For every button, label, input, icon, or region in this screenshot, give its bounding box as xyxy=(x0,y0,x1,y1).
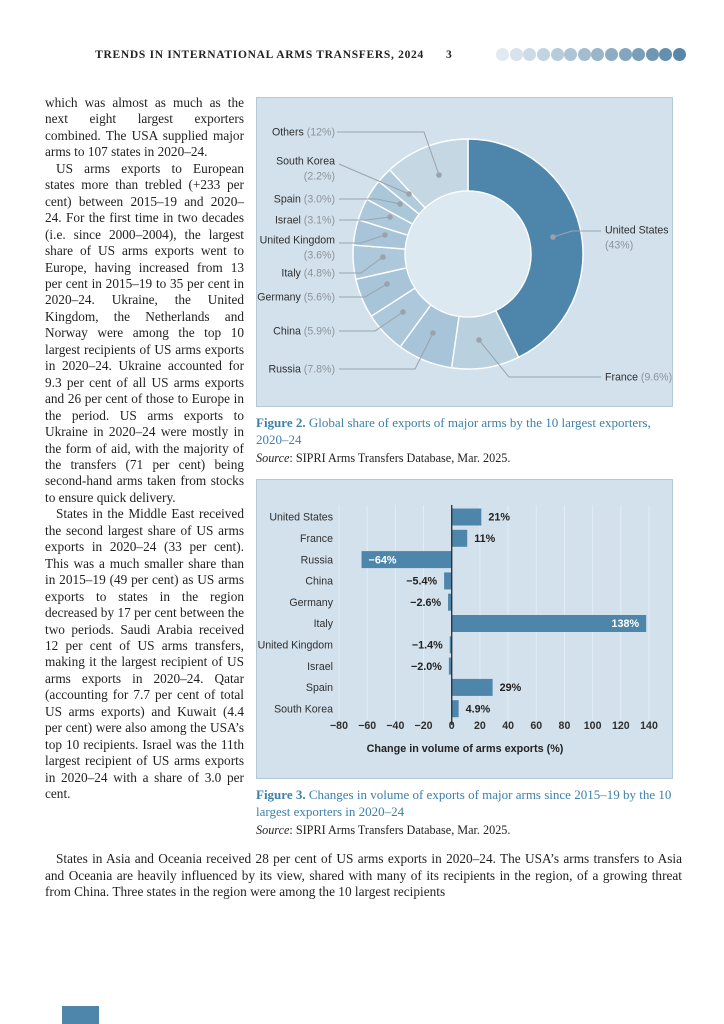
bar-spain xyxy=(452,679,493,696)
bar-value-label: −2.0% xyxy=(410,660,442,673)
x-axis-tick-label: −80 xyxy=(330,720,348,732)
x-axis-tick-label: 40 xyxy=(502,720,514,732)
header-dot xyxy=(510,48,523,61)
bar-category-label: Russia xyxy=(300,554,333,567)
bar-south-korea xyxy=(452,700,459,717)
donut-label-germany: Germany (5.6%) xyxy=(257,291,335,304)
x-axis-tick-label: 20 xyxy=(474,720,486,732)
figures-column xyxy=(256,97,673,838)
figure2-caption-text: Global share of exports of major arms by the 10 largest exporters, 2020–24 xyxy=(256,415,651,447)
header-dot xyxy=(646,48,659,61)
bar-value-label: 138% xyxy=(611,618,640,631)
donut-leader-dot xyxy=(380,254,386,260)
donut-leader-dot xyxy=(476,337,482,343)
x-axis-title: Change in volume of arms exports (%) xyxy=(366,743,564,755)
donut-label-others: Others (12%) xyxy=(271,126,335,139)
bar-value-label: 11% xyxy=(474,533,496,545)
donut-leader-dot xyxy=(397,201,403,207)
donut-leader-dot xyxy=(400,309,406,315)
bar-value-label: 29% xyxy=(499,682,522,695)
x-axis-tick-label: 140 xyxy=(640,720,658,732)
bar-category-label: China xyxy=(305,575,333,588)
bar-chart xyxy=(257,480,674,778)
header-dot xyxy=(496,48,509,61)
header-page-number: 3 xyxy=(445,48,452,61)
x-axis-tick-label: 120 xyxy=(611,720,630,732)
donut-leader-dot xyxy=(384,281,390,287)
figure3-caption-text: Changes in volume of exports of major arms since 2015–19 by the 10 largest exporters in 2020–24 xyxy=(256,787,672,819)
bar-category-label: Israel xyxy=(307,660,333,673)
donut-hole xyxy=(406,192,531,317)
donut-label-france: France (9.6%) xyxy=(605,371,673,384)
bar-category-label: France xyxy=(300,533,333,545)
bar-category-label: Spain xyxy=(305,682,333,695)
figure2-caption-label: Figure 2. xyxy=(256,415,306,430)
donut-label-china: China (5.9%) xyxy=(273,325,335,338)
donut-label-spain: Spain (3.0%) xyxy=(273,193,335,206)
header-dot xyxy=(659,48,672,61)
donut-chart xyxy=(257,98,674,406)
header-dot xyxy=(632,48,645,61)
x-axis-tick-label: 60 xyxy=(530,720,543,732)
bar-value-label: 21% xyxy=(488,511,510,524)
x-axis-tick-label: −20 xyxy=(414,720,433,732)
bar-china xyxy=(444,572,452,589)
donut-label-south-korea: South Korea (2.2%) xyxy=(276,155,335,183)
figure3-bar-chart-panel xyxy=(256,479,673,779)
bar-category-label: Italy xyxy=(313,618,333,631)
bar-value-label: −2.6% xyxy=(410,596,442,609)
bar-united-states xyxy=(452,509,482,526)
figure2-source-label: Source xyxy=(256,451,290,465)
donut-leader-dot xyxy=(406,191,412,197)
bar-value-label: −1.4% xyxy=(411,639,443,652)
footer-accent-bar xyxy=(62,1006,99,1024)
header-dot xyxy=(564,48,577,61)
body-paragraph: US arms exports to European states more than trebled (+233 per cent) between 2015–19 and 2020–24. For the first time in two decades (i.e. since 2000–2004), the largest share of US arms exports went to Europe, having increased from 13 per cent in 2015–19 to 35 per cent in 2020–24. Ukraine, the United Kingdom, the Netherlands and Norway were among the top 10 largest recipients of US arms exports in 2020–24. Ukraine accounted for 9.3 per cent of all US arms exports and 26 per cent of those to Europe in the period. US arms exports to Ukraine in 2020–24 were mostly in the form of aid, with the majority of the transfers (71 per cent) being second-hand arms taken from stocks to ensure quick delivery. xyxy=(45,160,244,505)
page-header xyxy=(45,48,686,61)
bar-value-label: 4.9% xyxy=(465,703,491,716)
figure3-caption-label: Figure 3. xyxy=(256,787,306,802)
donut-label-italy: Italy (4.8%) xyxy=(281,267,335,280)
header-dot xyxy=(591,48,604,61)
donut-leader-dot xyxy=(387,214,393,220)
bottom-paragraph: States in Asia and Oceania received 28 per cent of US arms exports in 2020–24. The USA’s arms transfers to Asia and Oceania are heavily influenced by its view, shared with many of its recipients in the region, of a growing threat from China. Three states in the region were among the 10 largest recipients xyxy=(45,851,682,900)
donut-leader-dot xyxy=(550,234,556,240)
figure3-source xyxy=(256,823,673,838)
body-text-column xyxy=(45,95,244,802)
header-dot xyxy=(619,48,632,61)
bar-category-label: United States xyxy=(269,511,333,524)
header-dot xyxy=(578,48,591,61)
donut-leader-dot xyxy=(382,232,388,238)
bar-france xyxy=(452,530,468,547)
header-dot xyxy=(551,48,564,61)
donut-leader-dot xyxy=(436,172,442,178)
bar-category-label: Germany xyxy=(289,596,333,609)
donut-label-russia: Russia (7.8%) xyxy=(268,363,335,376)
header-dot xyxy=(673,48,686,61)
x-axis-tick-label: −60 xyxy=(358,720,377,732)
donut-label-israel: Israel (3.1%) xyxy=(274,214,335,227)
figure2-source-text: : SIPRI Arms Transfers Database, Mar. 2025. xyxy=(289,451,511,465)
body-paragraph: which was almost as much as the next eight largest exporters combined. The USA supplied major arms to 107 states in 2020–24. xyxy=(45,95,244,160)
body-paragraph: States in the Middle East received the second largest share of US arms exports in 2020–24 (33 per cent). This was a much smaller share than in 2015–19 (49 per cent) as US arms exports to states in the region decreased by 17 per cent between the two periods. Saudi Arabia received 12 per cent of US arms transfers, making it the largest recipient of US arms exports in 2020–24. Qatar (accounting for 7.7 per cent of total US arms exports) and Kuwait (4.4 per cent) were also among the USA’s top 10 recipients. Israel was the 11th largest recipient of US arms exports in 2020–24 with a share of 3.0 per cent. xyxy=(45,506,244,802)
donut-label-united-states: United States (43%) xyxy=(605,224,669,252)
x-axis-tick-label: 100 xyxy=(583,720,602,732)
x-axis-tick-label: −40 xyxy=(386,720,405,732)
figure2-source xyxy=(256,451,673,466)
donut-label-united-kingdom: United Kingdom (3.6%) xyxy=(259,234,335,262)
header-dot xyxy=(537,48,550,61)
x-axis-tick-label: 0 xyxy=(448,720,455,732)
bar-value-label: −64% xyxy=(368,554,397,567)
bar-category-label: United Kingdom xyxy=(257,639,333,652)
bar-category-label: South Korea xyxy=(274,703,333,716)
figure3-source-label: Source xyxy=(256,823,290,837)
figure3-caption xyxy=(256,787,673,820)
figure2-caption xyxy=(256,415,673,448)
x-axis-tick-label: 80 xyxy=(558,720,571,732)
donut-leader-dot xyxy=(430,330,436,336)
header-dot xyxy=(523,48,536,61)
header-dots-decoration xyxy=(496,48,686,61)
bar-value-label: −5.4% xyxy=(406,575,438,588)
header-dot xyxy=(605,48,618,61)
header-title: TRENDS IN INTERNATIONAL ARMS TRANSFERS, 2024 xyxy=(95,48,424,61)
figure3-source-text: : SIPRI Arms Transfers Database, Mar. 2025. xyxy=(289,823,511,837)
figure2-donut-chart-panel xyxy=(256,97,673,407)
